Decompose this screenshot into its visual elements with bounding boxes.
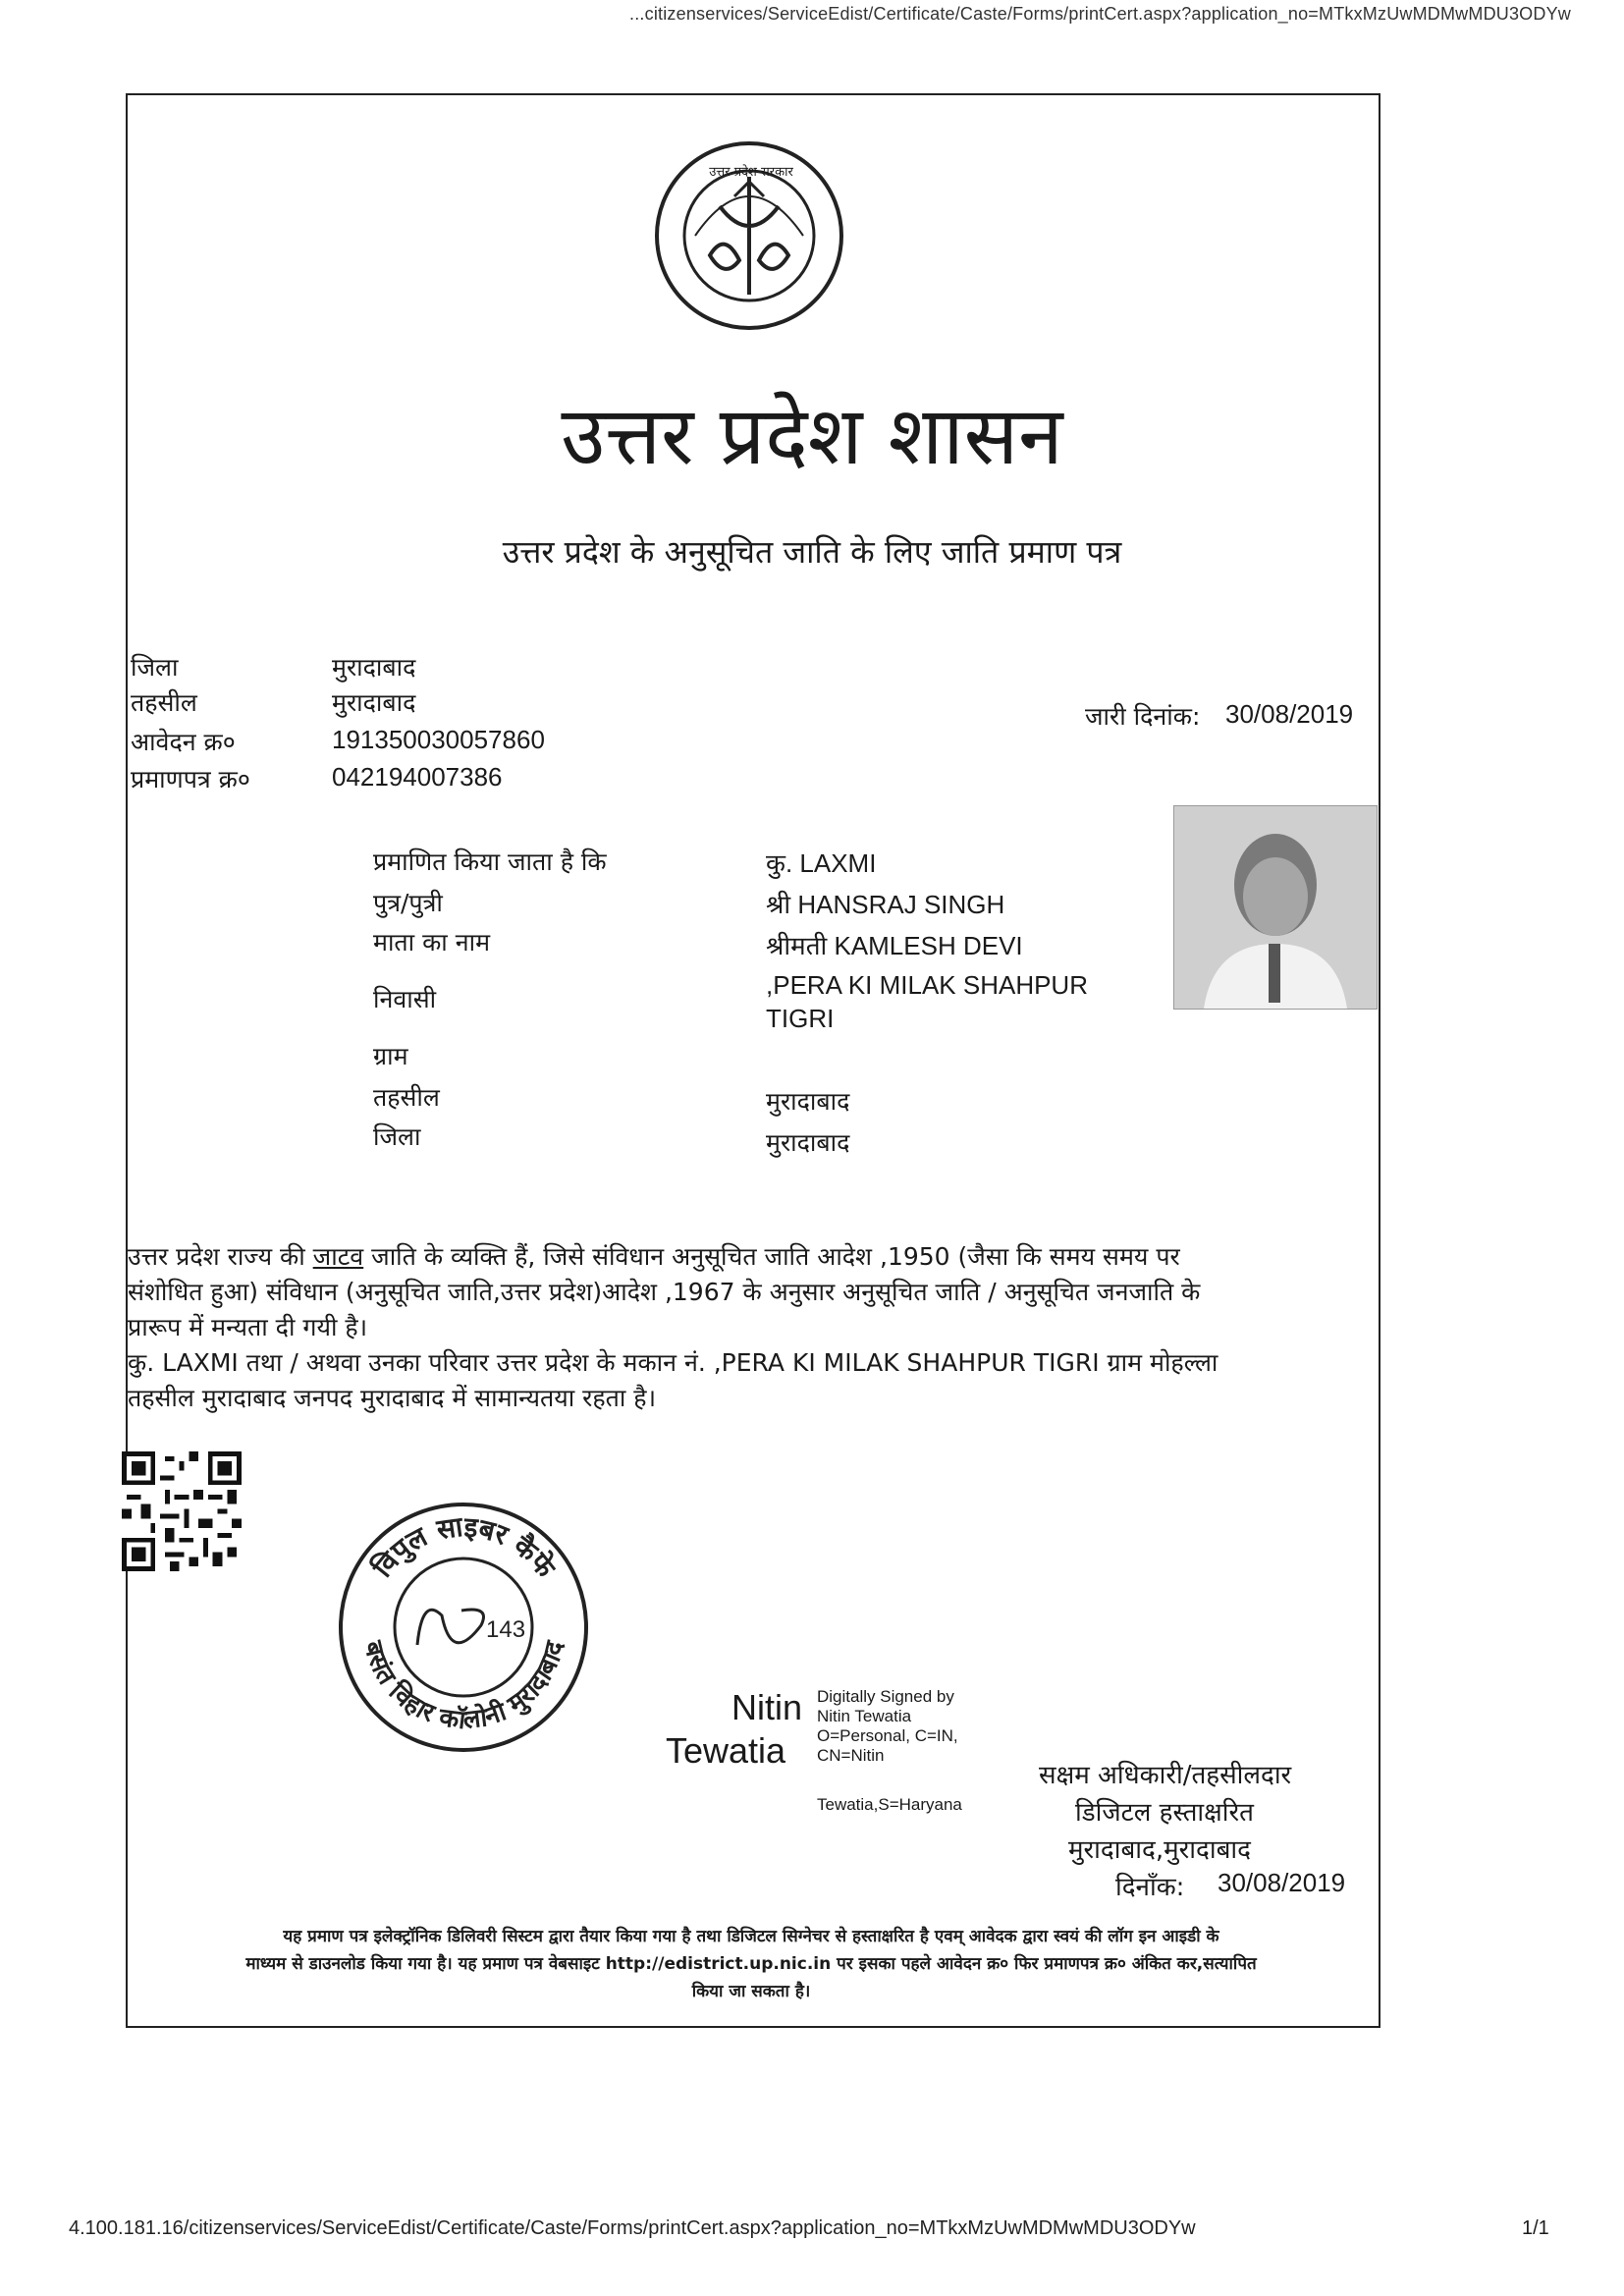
- caste-name: जाटव: [312, 1242, 364, 1271]
- applicant-photo: [1173, 805, 1378, 1010]
- signature-line-2: Nitin Tewatia: [817, 1707, 912, 1725]
- tehsil-label: तहसील: [131, 688, 197, 717]
- signature-line-4: CN=Nitin: [817, 1746, 885, 1765]
- mother-value: श्रीमती KAMLESH DEVI: [766, 931, 1023, 960]
- footer-note-line-2: माध्यम से डाउनलोड किया गया है। यह प्रमाण पत्र वेबसाइट http://edistrict.up.nic.in पर इसका पहले आवेदन क्र० फिर प्रमाणपत्र क्र० अंकित कर,सत्यापित: [245, 1954, 1257, 1974]
- certificate-footer-note: [133, 1923, 1370, 2005]
- body-p1-b: जाति के व्यक्ति हैं, जिसे संविधान अनुसूचित जाति आदेश ,1950 (जैसा कि समय समय पर: [363, 1242, 1180, 1271]
- details-tehsil-label: तहसील: [373, 1083, 440, 1112]
- signature-line-3: O=Personal, C=IN,: [817, 1726, 958, 1745]
- district-label: जिला: [131, 653, 179, 682]
- village-label: ग्राम: [373, 1042, 408, 1070]
- certify-value: कु. LAXMI: [766, 848, 877, 878]
- qr-code-icon: [122, 1451, 242, 1571]
- details-tehsil-value: मुरादाबाद: [766, 1087, 850, 1116]
- body-p1-a: उत्तर प्रदेश राज्य की: [128, 1242, 313, 1271]
- resident-label: निवासी: [373, 985, 437, 1013]
- authority-place: मुरादाबाद,मुरादाबाद: [1068, 1835, 1251, 1865]
- issue-date-label: जारी दिनांक:: [1085, 702, 1201, 731]
- certificate-subtitle: उत्तर प्रदेश के अनुसूचित जाति के लिए जाति प्रमाण पत्र: [502, 533, 1122, 571]
- certificate-number-label: प्रमाणपत्र क्र०: [131, 765, 250, 793]
- government-title: उत्तर प्रदेश शासन: [561, 390, 1063, 483]
- print-url-top: ...citizenservices/ServiceEdist/Certificate/Caste/Forms/printCert.aspx?application_no=MTkxMzUwMDMwMDU3ODYw: [629, 4, 1571, 24]
- issue-date-value: 30/08/2019: [1225, 699, 1354, 729]
- resident-value-line1: ,PERA KI MILAK SHAHPUR: [766, 970, 1088, 1000]
- seal-center-text: 143: [486, 1616, 526, 1643]
- certificate-number-value: 042194007386: [332, 762, 503, 792]
- district-value: मुरादाबाद: [332, 653, 416, 682]
- application-number-value: 191350030057860: [332, 725, 545, 754]
- svg-text:बसंत विहार कॉलोनी मुरादाबाद: [357, 1637, 570, 1735]
- seal-bottom-text: बसंत विहार कॉलोनी मुरादाबाद: [357, 1638, 570, 1736]
- mother-label: माता का नाम: [373, 928, 491, 957]
- authority-title: सक्षम अधिकारी/तहसीलदार: [1039, 1761, 1292, 1790]
- footer-note-line-3: किया जा सकता है।: [691, 1982, 811, 2001]
- details-district-value: मुरादाबाद: [766, 1128, 850, 1157]
- body-p1-line3: प्रारूप में मन्यता दी गयी है।: [128, 1313, 368, 1341]
- parent-value: श्री HANSRAJ SINGH: [766, 890, 1005, 919]
- body-paragraph-1: [128, 1239, 1375, 1416]
- parent-label: पुत्र/पुत्री: [373, 889, 443, 917]
- body-p2-line2: तहसील मुरादाबाद जनपद मुरादाबाद में सामान्यतया रहता है।: [128, 1384, 657, 1412]
- digital-signature-block: [817, 1687, 958, 1766]
- certify-label: प्रमाणित किया जाता है कि: [373, 847, 607, 876]
- seal-top-text: विपुल साइबर कैफे: [366, 1509, 563, 1584]
- emblem-text: उत्तर प्रदेश सरकार: [709, 165, 793, 180]
- page-number: 1/1: [1522, 2217, 1549, 2239]
- signature-line-5: Tewatia,S=Haryana: [817, 1795, 962, 1814]
- application-number-label: आवेदन क्र०: [131, 728, 236, 756]
- signer-last-name: Tewatia: [666, 1730, 786, 1771]
- authority-date-label: दिनाँक:: [1115, 1873, 1185, 1902]
- body-p1-line2: संशोधित हुआ) संविधान (अनुसूचित जाति,उत्तर प्रदेश)आदेश ,1967 के अनुसार अनुसूचित जाति / अनुसूचित जनजाति के: [128, 1278, 1201, 1306]
- body-p2-line1: कु. LAXMI तथा / अथवा उनका परिवार उत्तर प्रदेश के मकान नं. ,PERA KI MILAK SHAHPUR TIGRI ग्राम मोहल्ला: [128, 1348, 1218, 1377]
- cyber-cafe-seal: [334, 1498, 594, 1758]
- svg-text:विपुल साइबर कैफे: [365, 1510, 562, 1585]
- tehsil-value: मुरादाबाद: [332, 688, 416, 717]
- signer-first-name: Nitin: [731, 1687, 803, 1727]
- resident-value-line2: TIGRI: [766, 1004, 835, 1033]
- authority-date-value: 30/08/2019: [1218, 1868, 1346, 1897]
- print-url-bottom: 4.100.181.16/citizenservices/ServiceEdist/Certificate/Caste/Forms/printCert.aspx?application_no=MTkxMzUwMDMwMDU3ODYw: [69, 2217, 1196, 2239]
- details-district-label: जिला: [373, 1122, 421, 1151]
- authority-digital-signed: डिजिटल हस्ताक्षरित: [1075, 1798, 1254, 1828]
- footer-note-line-1: यह प्रमाण पत्र इलेक्ट्रॉनिक डिलिवरी सिस्टम द्वारा तैयार किया गया है तथा डिजिटल सिग्नेचर से हस्ताक्षरित है एवम् आवेदक द्वारा स्वयं की लॉग इन आइडी के: [283, 1927, 1219, 1946]
- signature-line-1: Digitally Signed by: [817, 1687, 954, 1706]
